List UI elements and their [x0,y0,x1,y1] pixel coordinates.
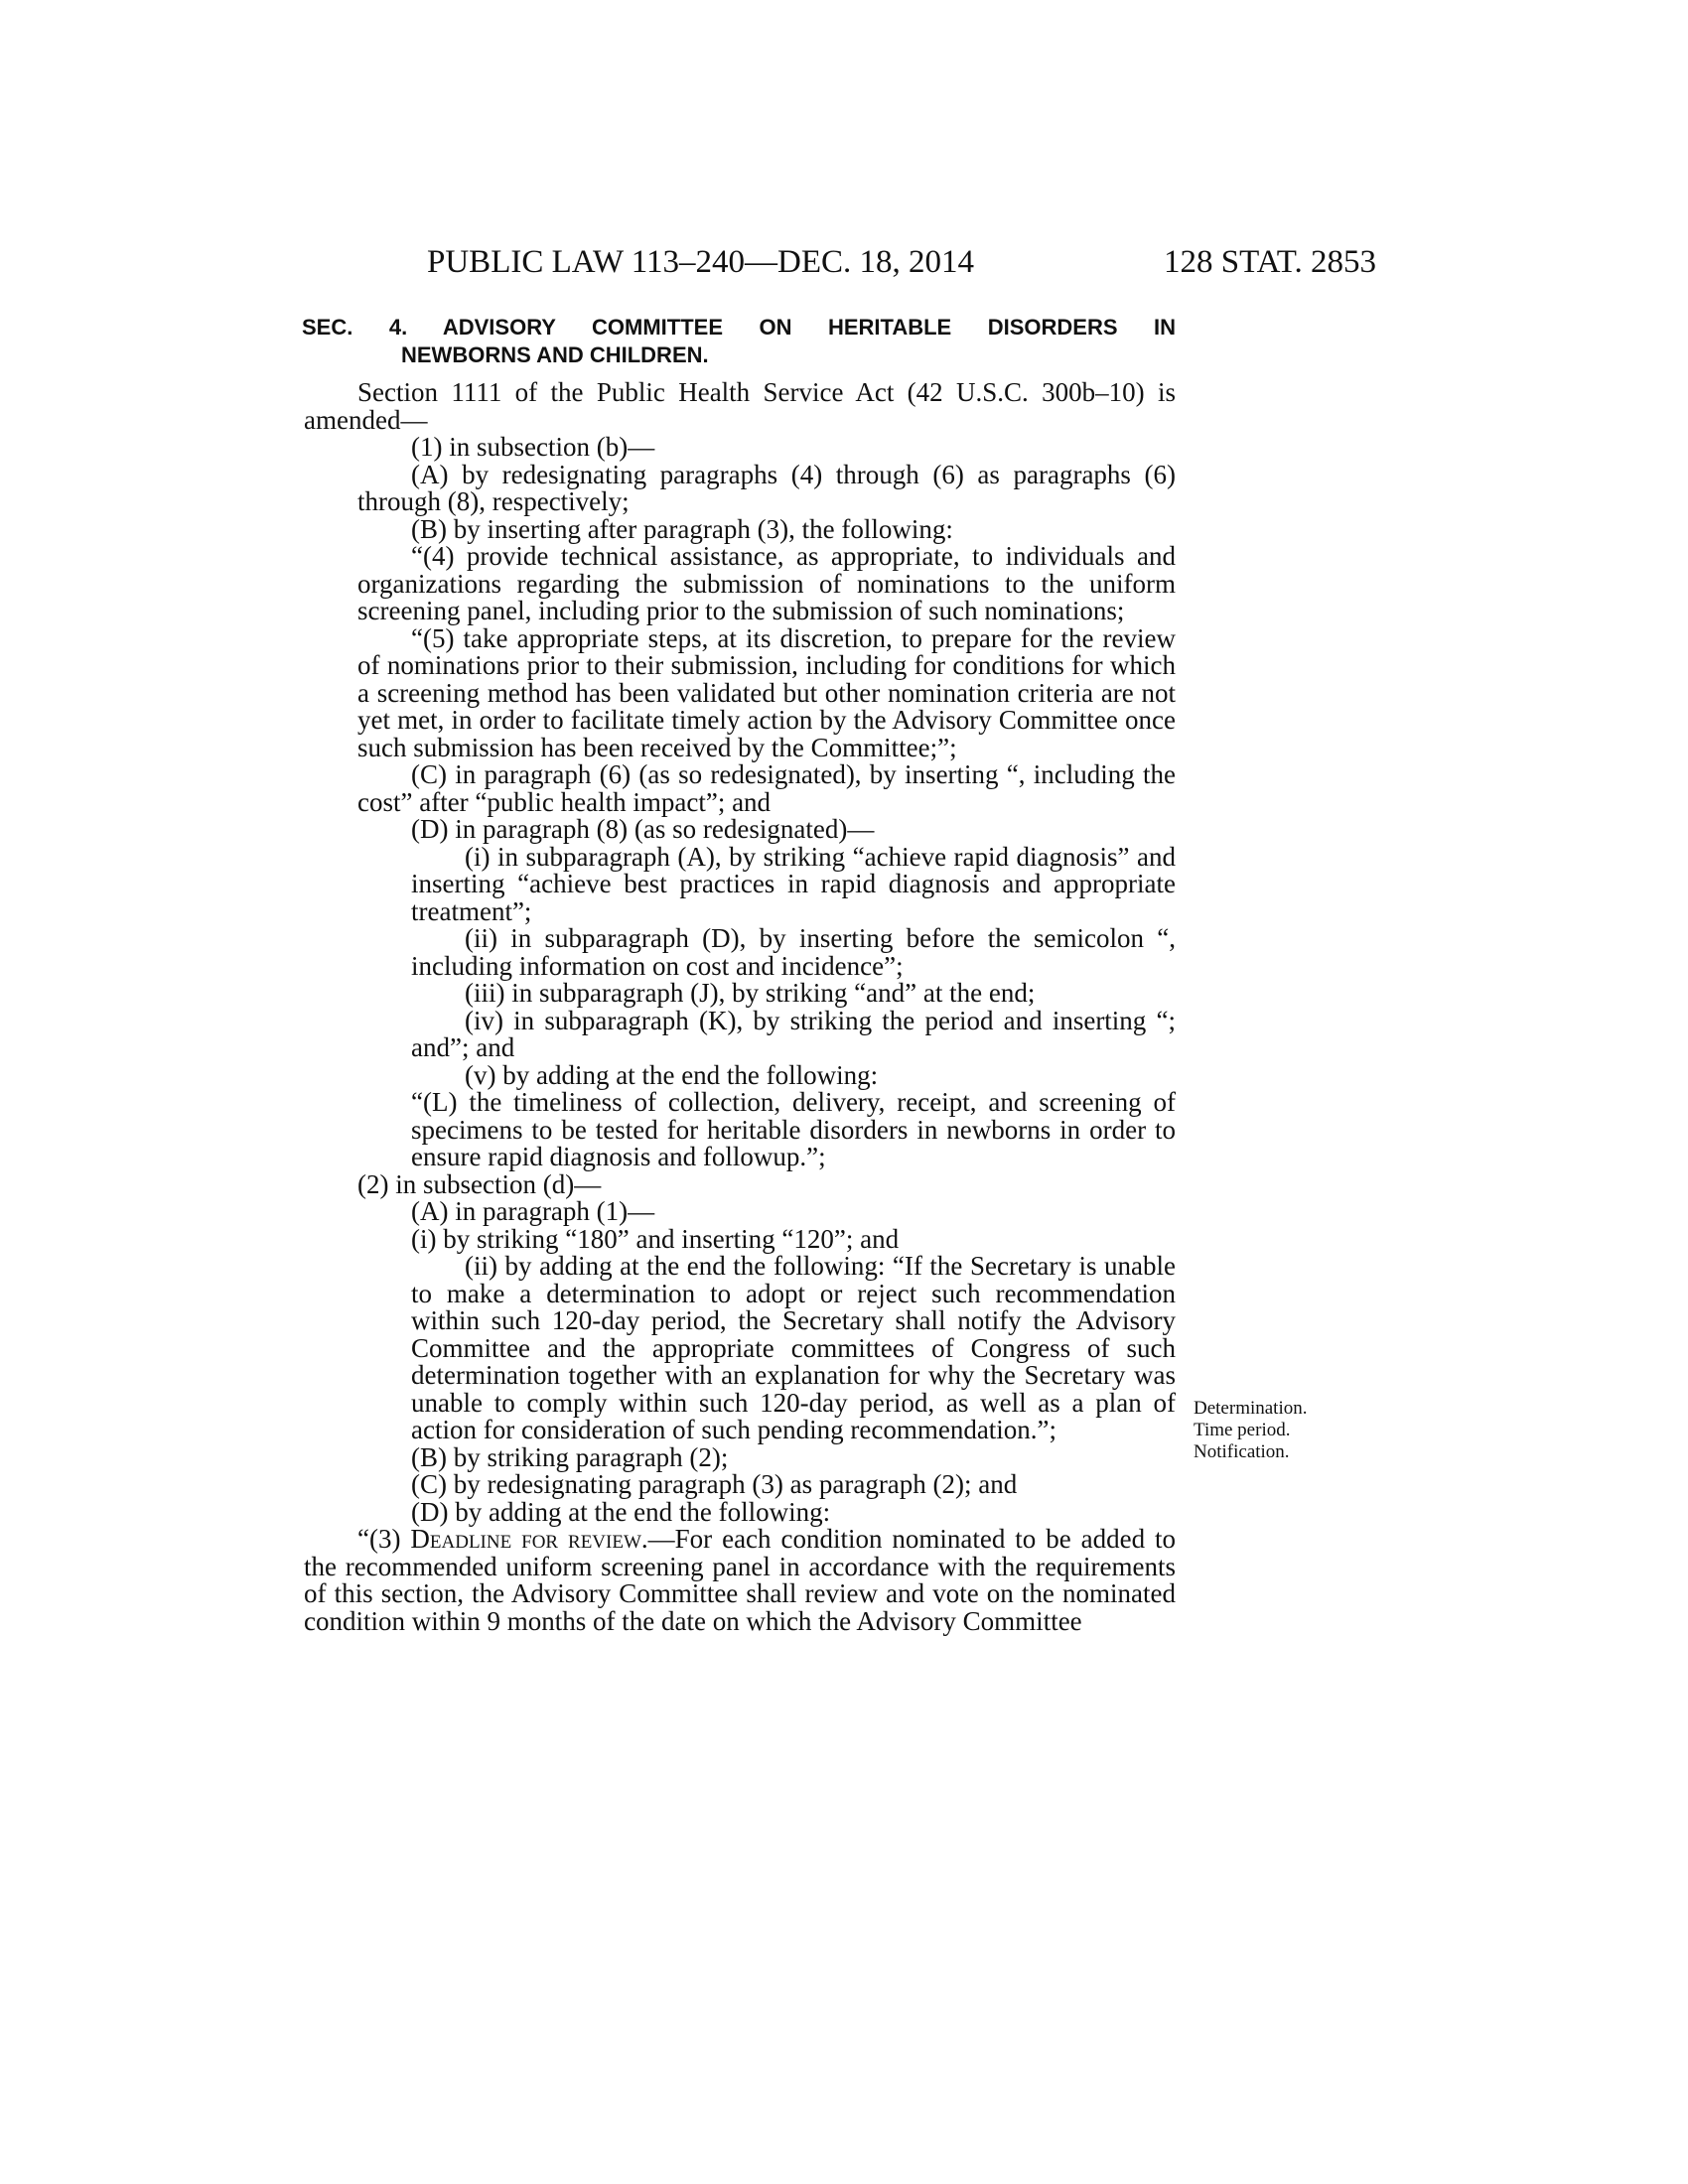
subparagraph-2b: (B) by striking paragraph (2); [411,1441,729,1472]
section-heading-line-1: SEC. 4. ADVISORY COMMITTEE ON HERITABLE DISORDERS IN [302,315,1176,340]
section-body [304,379,1176,1635]
clause-2a-i: (i) by striking “180” and inserting “120”; and [411,1223,900,1254]
margin-note-notification: Notification. [1194,1441,1290,1462]
public-law-citation: PUBLIC LAW 113–240—DEC. 18, 2014 [427,244,975,280]
intro-paragraph: Section 1111 of the Public Health Service Act (42 U.S.C. 300b–10) is amended— [304,377,1176,435]
statute-page-number: 128 STAT. 2853 [1163,244,1376,280]
clause-1d-v: (v) by adding at the end the following: [465,1059,879,1090]
page-header [427,244,1376,292]
subparagraph-1d: (D) in paragraph (8) (as so redesignated)— [411,814,875,844]
subparagraph-1a: (A) by redesignating paragraphs (4) through (6) as paragraphs (6) through (8), respectively; [357,459,1176,516]
subparagraph-2a: (A) in paragraph (1)— [411,1196,655,1226]
clause-1d-iv: (iv) in subparagraph (K), by striking the period and inserting “; and”; and [411,1005,1176,1062]
margin-notes [1194,1398,1352,1463]
deadline-text: .—For each condition nominated to be added to the recommended uniform screening panel in accordance with the requirements of this section, the Advisory Committee shall review and vote on the nominated condition within 9 months of the date on which the Advisory Committee [304,1524,1177,1636]
margin-note-determination: Determination. [1194,1398,1308,1419]
clause-1d-iii: (iii) in subparagraph (J), by striking “and” at the end; [465,978,1036,1008]
paragraph-2: (2) in subsection (d)— [357,1168,602,1199]
subparagraph-1b: (B) by inserting after paragraph (3), the following: [411,513,953,544]
clause-1d-ii: (ii) in subparagraph (D), by inserting before the semicolon “, including information on cost and incidence”; [411,923,1176,981]
subparagraph-2c: (C) by redesignating paragraph (3) as paragraph (2); and [411,1469,1018,1499]
deadline-number: “(3) [357,1524,411,1554]
deadline-for-review-paragraph [304,1526,1176,1635]
subparagraph-2d: (D) by adding at the end the following: [411,1496,831,1527]
inserted-paragraph-5: “(5) take appropriate steps, at its discretion, to prepare for the review of nominations prior to their submission, including for conditions for which a screening method has been validated but other nomination criteria are not yet met, in order to facilitate timely action by the Advisory Committee once such submission has been received by the Committee;”; [357,622,1176,762]
inserted-subparagraph-l: “(L) the timeliness of collection, delivery, receipt, and screening of specimens to be tested for heritable disorders in newborns in order to ensure rapid diagnosis and followup.”; [411,1087,1176,1171]
paragraph-1: (1) in subsection (b)— [411,432,655,462]
clause-1d-i: (i) in subparagraph (A), by striking “achieve rapid diagnosis” and inserting “achieve best practices in rapid diagnosis and appropriate treatment”; [411,841,1176,926]
deadline-heading: Deadline for review [410,1524,641,1554]
section-heading-line-2: NEWBORNS AND CHILDREN. [401,342,709,367]
clause-2a-ii: (ii) by adding at the end the following: “If the Secretary is unable to make a determination to adopt or reject such recommendation within such 120-day period, the Secretary shall notify the Advisory Committee and the appropriate committees of Congress of such determination together with an explanation for why the Secretary was unable to comply within such 120-day period, as well as a plan of action for consideration of such pending recommendation.”; [411,1251,1176,1444]
margin-note-time-period: Time period. [1194,1420,1291,1440]
inserted-paragraph-4: “(4) provide technical assistance, as appropriate, to individuals and organizations regarding the submission of nominations to the uniform screening panel, including prior to the submission of such nominations; [357,541,1176,625]
subparagraph-1c: (C) in paragraph (6) (as so redesignated), by inserting “, including the cost” after “public health impact”; and [357,759,1176,817]
section-heading [302,314,1176,369]
